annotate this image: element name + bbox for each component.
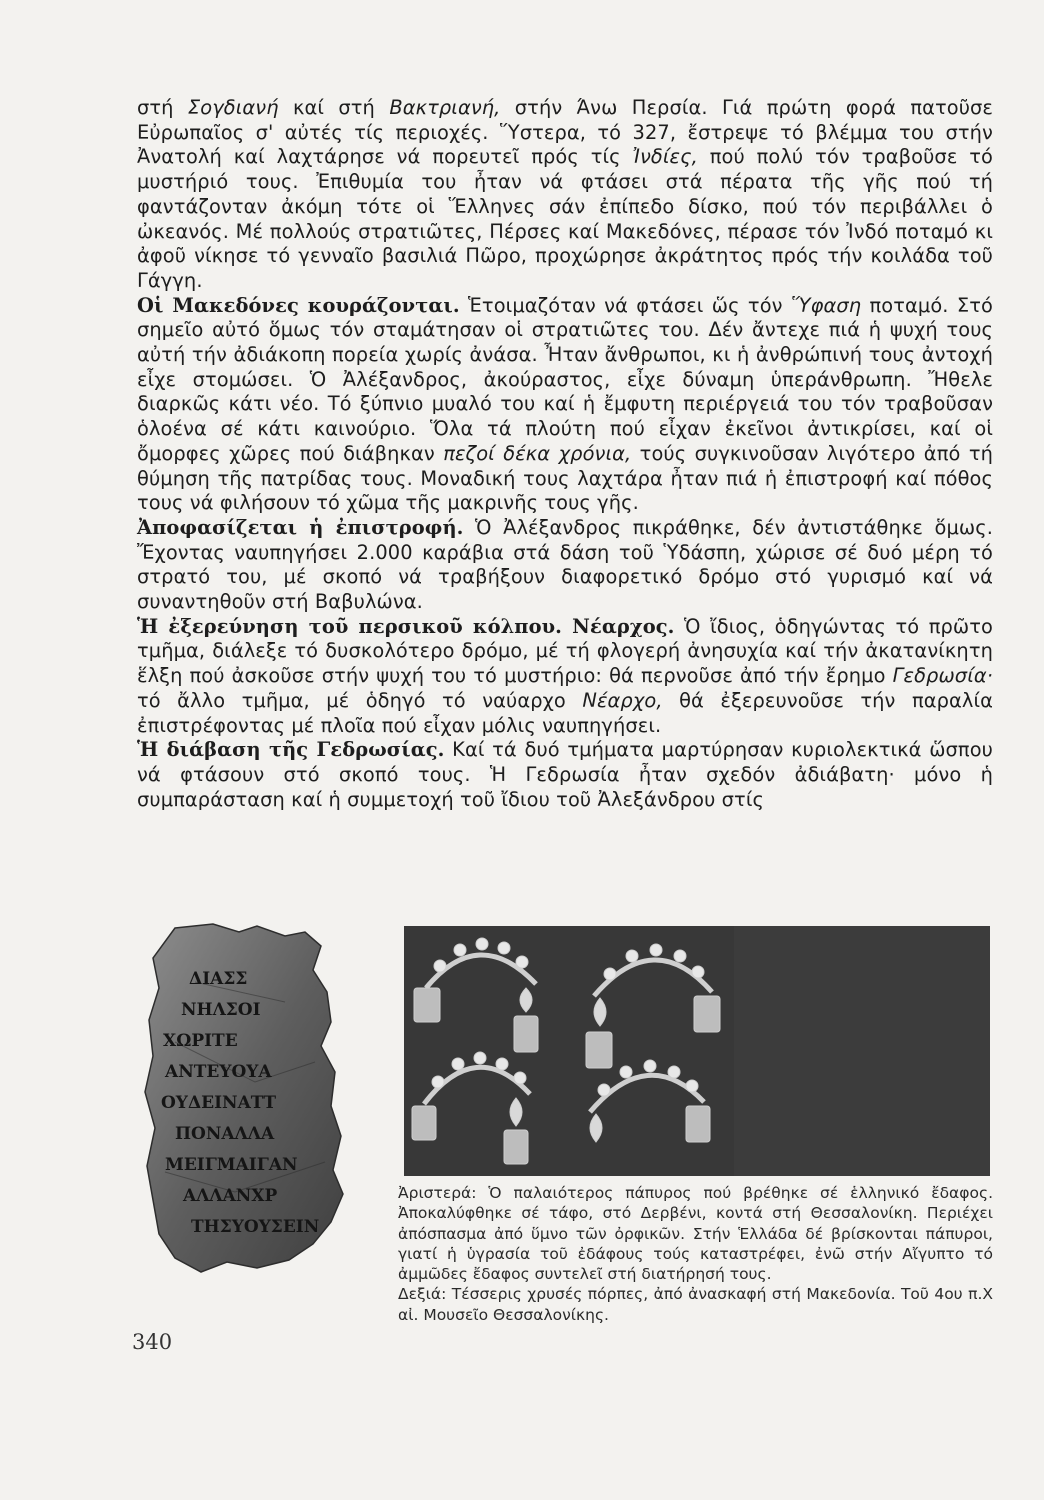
papyrus-line: ΔΙΑΣΣ xyxy=(189,969,248,989)
papyrus-photo xyxy=(135,922,350,1312)
text-run: θά ἐξερευνοῦσε τήν παραλία ἐπιστρέφοντας μέ πλοῖα πού εἶχαν μόλις ναυπηγήσει. xyxy=(137,688,994,737)
papyrus-line: ΑΝΤΕΥΟΥΑ xyxy=(165,1062,272,1082)
italic-term: Ἰνδίες, xyxy=(632,145,698,169)
paragraph-3 xyxy=(137,516,993,615)
body-text xyxy=(137,96,993,812)
figure-caption xyxy=(398,1183,993,1325)
text-run: Καί τά δυό τμήματα μαρτύρησαν κυριολεκτικά ὥσπου νά φτάσουν στό σκοπό τους. Ἡ Γεδρωσία ἦταν σχεδόν ἀδιάβατη· μόνο ἡ συμπαράσταση καί ἡ συμμετοχή τοῦ ἴδιου τοῦ Ἀλεξάνδρου στίς xyxy=(137,738,993,811)
papyrus-line: ΧΩΡΙΤΕ xyxy=(163,1031,238,1051)
text-run: Ὁ Ἀλέξανδρος πικράθηκε, δέν ἀντιστάθηκε ὅμως. Ἔχοντας ναυπηγήσει 2.000 καράβια στά δάση τοῦ Ὑδάσπη, χώρισε σέ δυό μέρη τό στρατό του, μέ σκοπό νά τραβήξουν διαφορετικό δρόμο στό γυρισμό καί νά συναντηθοῦν στή Βαβυλώνα. xyxy=(137,515,993,614)
text-run: Ἑτοιμαζόταν νά φτάσει ὥς τόν xyxy=(459,293,791,317)
paragraph-2 xyxy=(137,294,993,516)
text-run: τό ἄλλο τμῆμα, μέ ὁδηγό τό ναύαρχο xyxy=(137,688,583,712)
section-heading: Ἀποφασίζεται ἡ ἐπιστροφή. xyxy=(137,515,464,539)
paragraph-4 xyxy=(137,615,993,739)
paragraph-5 xyxy=(137,738,993,812)
text-run: πού πολύ τόν τραβοῦσε τό μυστήριό τους. Ἐπιθυμία του ἦταν νά φτάσει στά πέρατα τῆς γῆς πού τή φαντάζονταν ἀκόμη τότε οἱ Ἕλληνες σάν ἐπίπεδο δίσκο, πού τόν περιβάλλει ὁ ὠκεανός. Μέ πολλούς στρατιῶτες, Πέρσες καί Μακεδόνες, πέρασε τόν Ἰνδό ποταμό κι ἀφοῦ νίκησε τό γενναῖο βασιλιά Πῶρο, προχώρησε ἀκράτητος πρός τήν κοιλάδα τοῦ Γάγγη. xyxy=(137,145,993,292)
page-number: 340 xyxy=(132,1330,173,1354)
caption-right: Δεξιά: Τέσσερις χρυσές πόρπες, ἀπό ἀνασκαφή στή Μακεδονία. Τοῦ 4ου π.Χ αἰ. Μουσεῖο Θεσσαλονίκης. xyxy=(398,1285,993,1324)
papyrus-line: ΤΗΣΥΟΥΣΕΙΝ xyxy=(191,1217,320,1237)
papyrus-line: ΟΥΔΕΙΝΑΤΤ xyxy=(161,1093,277,1113)
italic-term: πεζοί δέκα χρόνια, xyxy=(443,441,632,465)
text-run: στή xyxy=(137,96,188,119)
italic-term: Νέαρχο, xyxy=(582,688,663,712)
text-run: καί στή xyxy=(278,96,390,119)
italic-term: Βακτριανή, xyxy=(389,96,501,119)
italic-term: Ὕφαση xyxy=(790,293,862,317)
paragraph-1 xyxy=(137,96,993,294)
papyrus-line: ΑΛΛΑΝΧΡ xyxy=(183,1186,278,1206)
papyrus-line: ΠΟΝΑΛΛΑ xyxy=(175,1124,275,1144)
papyrus-line: ΝΗΛΣΟΙ xyxy=(181,1000,261,1020)
papyrus-line: ΜΕΙΓΜΑΙΓΑΝ xyxy=(165,1155,298,1175)
text-run: Ὁ ἴδιος, ὁδηγώντας τό πρῶτο τμῆμα, διάλεξε τό δυσκολότερο δρόμο, μέ τή φλογερή ἀνησυχία καί τήν ἀκατανίκητη ἕλξη πού ἀσκοῦσε στήν ψυχή του τό μυστήριο: θά περνοῦσε ἀπό τήν ἔρημο xyxy=(137,614,993,688)
text-run: ποταμό. Στό σημεῖο αὐτό ὅμως τόν σταμάτησαν οἱ στρατιῶτες του. Δέν ἄντεχε πιά ἡ ψυχή τους αὐτή τήν ἀδιάκοπη πορεία χωρίς ἀνάσα. Ἦταν ἄνθρωποι, κι ἡ ἀνθρώπινή τους ἀντοχή εἶχε στομώσει. Ὁ Ἀλέξανδρος, ἀκούραστος, εἶχε δύναμη ὑπεράνθρωπη. Ἤθελε διαρκῶς κάτι νέο. Τό ξύπνιο μυαλό του καί ἡ ἔμφυτη περιέργειά του τόν τραβοῦσαν ὁλοένα σέ κάτι καινούριο. Ὅλα τά πλούτη πού εἶχαν ἐκεῖνοι ἀντικρίσει, καί οἱ ὄμορφες χῶρες πού διάβηκαν xyxy=(137,293,993,465)
section-heading: Οἱ Μακεδόνες κουράζονται. xyxy=(137,293,460,317)
italic-term: Γεδρωσία· xyxy=(892,664,993,688)
section-heading: Ἡ ἐξερεύνηση τοῦ περσικοῦ κόλπου. Νέαρχος. xyxy=(137,614,675,638)
italic-term: Σογδιανή xyxy=(187,96,279,119)
section-heading: Ἡ διάβαση τῆς Γεδρωσίας. xyxy=(137,738,445,762)
text-run: τούς συγκινοῦσαν λιγότερο ἀπό τή θύμηση τῆς πατρίδας τους. Μοναδική τους λαχτάρα ἦταν πιά ἡ ἐπιστροφή καί πόθος τους νά φιλήσουν τό χῶμα τῆς μακρινῆς τους γῆς. xyxy=(137,441,993,515)
fibulae-photo xyxy=(404,926,990,1176)
caption-left: Ἀριστερά: Ὁ παλαιότερος πάπυρος πού βρέθηκε σέ ἑλληνικό ἔδαφος. Ἀποκαλύφθηκε σέ τάφο, στό Δερβένι, κοντά στή Θεσσαλονίκη. Περιέχει ἀπόσπασμα ἀπό ὕμνο τῶν ὀρφικῶν. Στήν Ἑλλάδα δέ βρίσκονται πάπυροι, γιατί ἡ ὑγρασία τοῦ ἐδάφους τούς καταστρέφει, ἐνῶ στήν Αἴγυπτο τό ἀμμῶδες ἔδαφος συντελεῖ στή διατήρησή τους. xyxy=(398,1184,993,1284)
text-run: στήν Άνω Περσία. Γιά πρώτη φορά πατοῦσε Εὐρωπαῖος σ' αὐτές τίς περιοχές. Ὕστερα, τό 327, ἔστρεψε τό βλέμμα του στήν Ἀνατολή καί λαχτάρησε νά πορευτεῖ πρός τίς xyxy=(137,96,993,169)
